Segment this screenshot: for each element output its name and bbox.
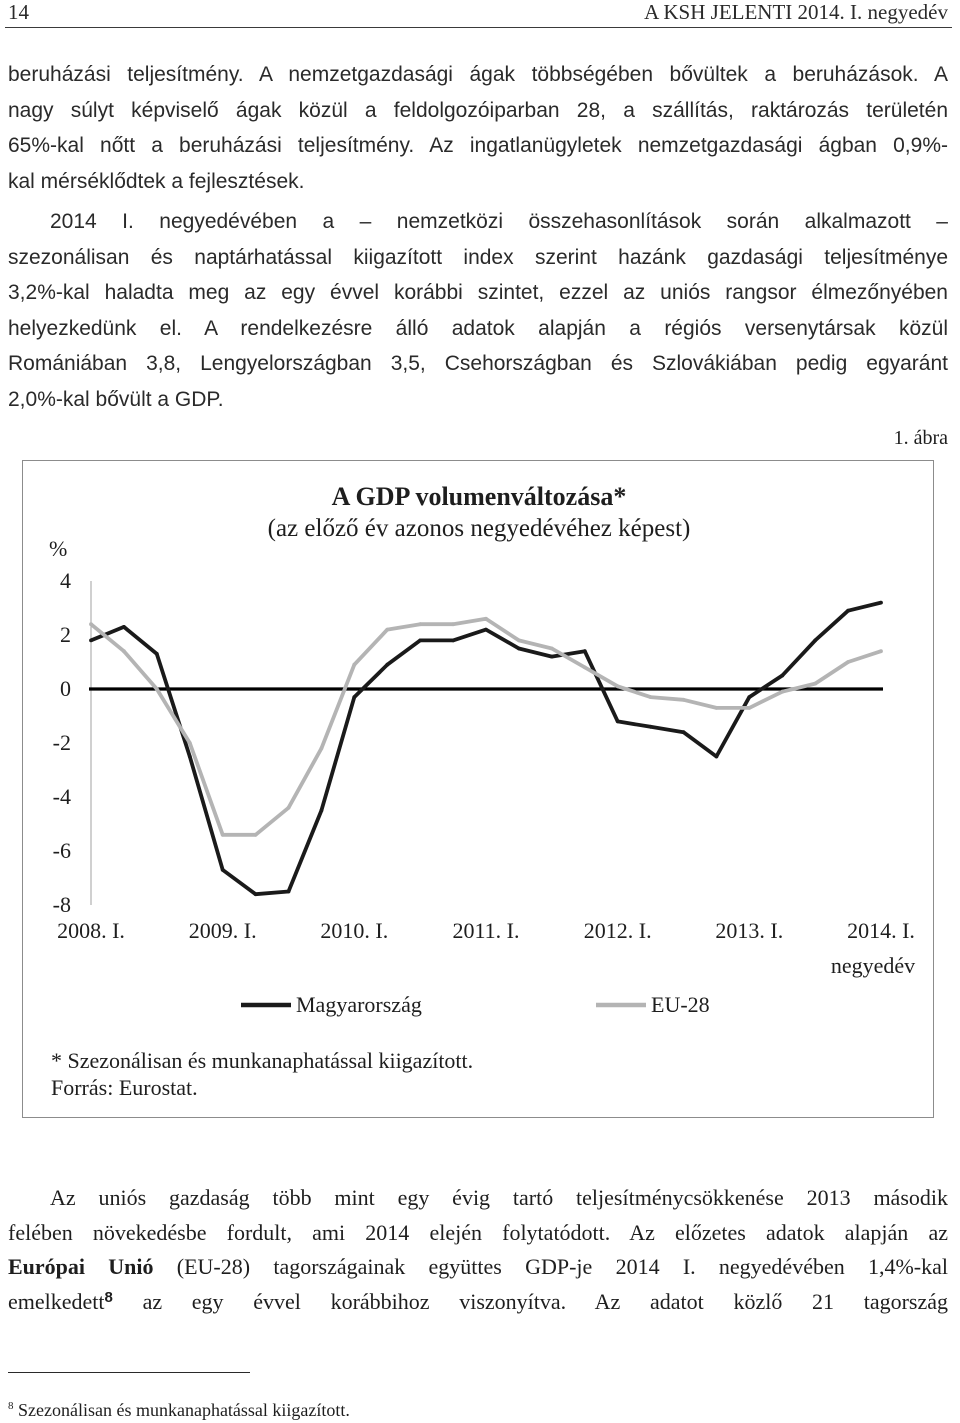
paragraph-3 <box>8 1181 948 1320</box>
data-point-magyarorszag <box>352 695 356 699</box>
footnote-rule <box>8 1372 250 1373</box>
paragraph-1-line: 65%-kal nőtt a beruházási teljesítmény. Az ingatlanügyletek nemzetgazdasági ágban 0,9%- <box>8 134 948 157</box>
series-line-magyarorszag <box>91 603 881 895</box>
data-point-eu-28 <box>813 682 817 686</box>
paragraph-2-line: Romániában 3,8, Lengyelországban 3,5, Csehországban és Szlovákiában pedig egyaránt <box>8 352 948 375</box>
series-line-eu-28 <box>91 619 881 835</box>
data-point-eu-28 <box>649 695 653 699</box>
chart-subtitle: (az előző év azonos negyedévéhez képest) <box>267 515 691 542</box>
x-tick-label: 2011. I. <box>452 918 520 943</box>
data-point-magyarorszag <box>550 655 554 659</box>
data-point-eu-28 <box>320 747 324 751</box>
data-point-eu-28 <box>846 660 850 664</box>
data-point-eu-28 <box>352 663 356 667</box>
y-tick-label: -6 <box>52 838 71 863</box>
paragraph-1-line: kal mérséklődtek a fejlesztések. <box>8 169 305 193</box>
plot-area <box>53 568 915 943</box>
data-point-eu-28 <box>715 706 719 710</box>
data-point-magyarorszag <box>451 639 455 643</box>
x-tick-label: 2008. I. <box>57 918 125 943</box>
x-axis-label: negyedév <box>830 953 916 978</box>
x-tick-label: 2013. I. <box>715 918 784 943</box>
legend-label-magyarorszag: Magyarország <box>296 992 422 1017</box>
paragraph-2-line: 2014 I. negyedévében a – nemzetközi összehasonlítások során alkalmazott – <box>50 210 948 233</box>
paragraph-3-line <box>8 1250 948 1285</box>
y-tick-label: -4 <box>52 784 71 809</box>
data-point-eu-28 <box>484 617 488 621</box>
data-point-magyarorszag <box>583 649 587 653</box>
x-tick-label: 2012. I. <box>583 918 652 943</box>
x-tick-label: 2010. I. <box>320 918 389 943</box>
data-point-magyarorszag <box>682 730 686 734</box>
data-point-magyarorszag <box>320 809 324 813</box>
data-point-eu-28 <box>89 622 93 626</box>
running-title: A KSH JELENTI 2014. I. negyedév <box>644 0 948 24</box>
legend <box>241 992 710 1017</box>
y-tick-label: 4 <box>60 568 71 593</box>
data-point-magyarorszag <box>879 601 883 605</box>
paragraph-2-line: 3,2%-kal haladta meg az egy évvel korábbi szintet, ezzel az uniós rangsor élmezőnyében <box>8 281 948 304</box>
figure-label: 1. ábra <box>893 427 948 449</box>
data-point-magyarorszag <box>254 892 258 896</box>
data-point-eu-28 <box>780 690 784 694</box>
data-point-eu-28 <box>122 649 126 653</box>
data-point-magyarorszag <box>813 639 817 643</box>
data-point-eu-28 <box>254 833 258 837</box>
footnote-reference: 8 <box>104 1288 113 1306</box>
gdp-line-chart <box>23 461 933 1117</box>
y-tick-label: -2 <box>52 730 71 755</box>
data-point-magyarorszag <box>846 609 850 613</box>
data-point-eu-28 <box>747 706 751 710</box>
paragraph-3-line <box>8 1285 948 1320</box>
page-number: 14 <box>8 0 29 24</box>
paragraph-2-line: 2,0%-kal bővült a GDP. <box>8 387 224 411</box>
data-point-eu-28 <box>188 741 192 745</box>
paragraph-3-line: felében növekedésbe fordult, ami 2014 elején folytatódott. Az előzetes adatok alapján az <box>8 1219 948 1245</box>
data-point-magyarorszag <box>287 890 291 894</box>
footnote <box>8 1399 350 1421</box>
data-point-eu-28 <box>550 647 554 651</box>
paragraph-2 <box>8 204 948 417</box>
chart-note: * Szezonálisan és munkanaphatással kiigazított. <box>51 1048 474 1073</box>
data-point-magyarorszag <box>747 695 751 699</box>
data-point-eu-28 <box>451 622 455 626</box>
data-point-eu-28 <box>418 622 422 626</box>
data-point-eu-28 <box>682 698 686 702</box>
data-point-magyarorszag <box>517 647 521 651</box>
data-point-magyarorszag <box>188 755 192 759</box>
y-tick-label: 0 <box>60 676 71 701</box>
data-point-magyarorszag <box>484 628 488 632</box>
footnote-text: Szezonálisan és munkanaphatással kiigazított. <box>18 1400 350 1420</box>
data-point-magyarorszag <box>122 625 126 629</box>
data-point-magyarorszag <box>649 725 653 729</box>
data-point-magyarorszag <box>418 639 422 643</box>
data-point-magyarorszag <box>780 674 784 678</box>
data-point-eu-28 <box>879 649 883 653</box>
footnote-number: 8 <box>8 1400 14 1412</box>
data-point-eu-28 <box>583 666 587 670</box>
data-point-eu-28 <box>221 833 225 837</box>
chart-source: Forrás: Eurostat. <box>51 1075 198 1100</box>
y-axis-unit-label: % <box>49 536 68 561</box>
data-point-magyarorszag <box>616 720 620 724</box>
legend-label-eu-28: EU-28 <box>651 992 710 1017</box>
data-point-eu-28 <box>155 687 159 691</box>
data-point-magyarorszag <box>221 868 225 872</box>
bold-term-european-union: Európai Unió <box>8 1254 154 1280</box>
data-point-eu-28 <box>385 628 389 632</box>
x-tick-label: 2009. I. <box>188 918 257 943</box>
y-tick-label: 2 <box>60 622 71 647</box>
data-point-magyarorszag <box>89 639 93 643</box>
paragraph-1 <box>8 57 948 199</box>
paragraph-1-line: beruházási teljesítmény. A nemzetgazdasági ágak többségében bővültek a beruházások. A <box>8 63 948 86</box>
chart-title: A GDP volumenváltozása* <box>331 482 627 511</box>
data-point-magyarorszag <box>155 652 159 656</box>
paragraph-2-line: helyezkedünk el. A rendelkezésre álló adatok alapján a régiós versenytársak közül <box>8 316 948 340</box>
paragraph-3-line-text: emelkedett <box>8 1289 105 1315</box>
data-point-eu-28 <box>616 684 620 688</box>
figure-1-chart <box>22 460 934 1118</box>
data-point-eu-28 <box>517 639 521 643</box>
y-tick-label: -8 <box>52 892 71 917</box>
data-point-magyarorszag <box>715 755 719 759</box>
data-point-eu-28 <box>287 806 291 810</box>
x-tick-label: 2014. I. <box>847 918 915 943</box>
header-rule <box>5 27 952 28</box>
paragraph-3-line-text: az egy évvel korábbihoz viszonyítva. Az adatot közlő 21 tagország <box>142 1289 949 1315</box>
paragraph-2-line: szezonálisan és naptárhatással kiigazított index szerint hazánk gazdasági teljesítménye <box>8 245 948 269</box>
paragraph-3-line: Az uniós gazdaság több mint egy évig tartó teljesítménycsökkenése 2013 második <box>50 1185 948 1210</box>
paragraph-3-line-text: (EU-28) tagországainak együttes GDP-je 2014 I. negyedévében 1,4%-kal <box>176 1254 949 1280</box>
data-point-magyarorszag <box>385 663 389 667</box>
paragraph-1-line: nagy súlyt képviselő ágak közül a feldolgozóiparban 28, a szállítás, raktározás területén <box>8 98 948 122</box>
